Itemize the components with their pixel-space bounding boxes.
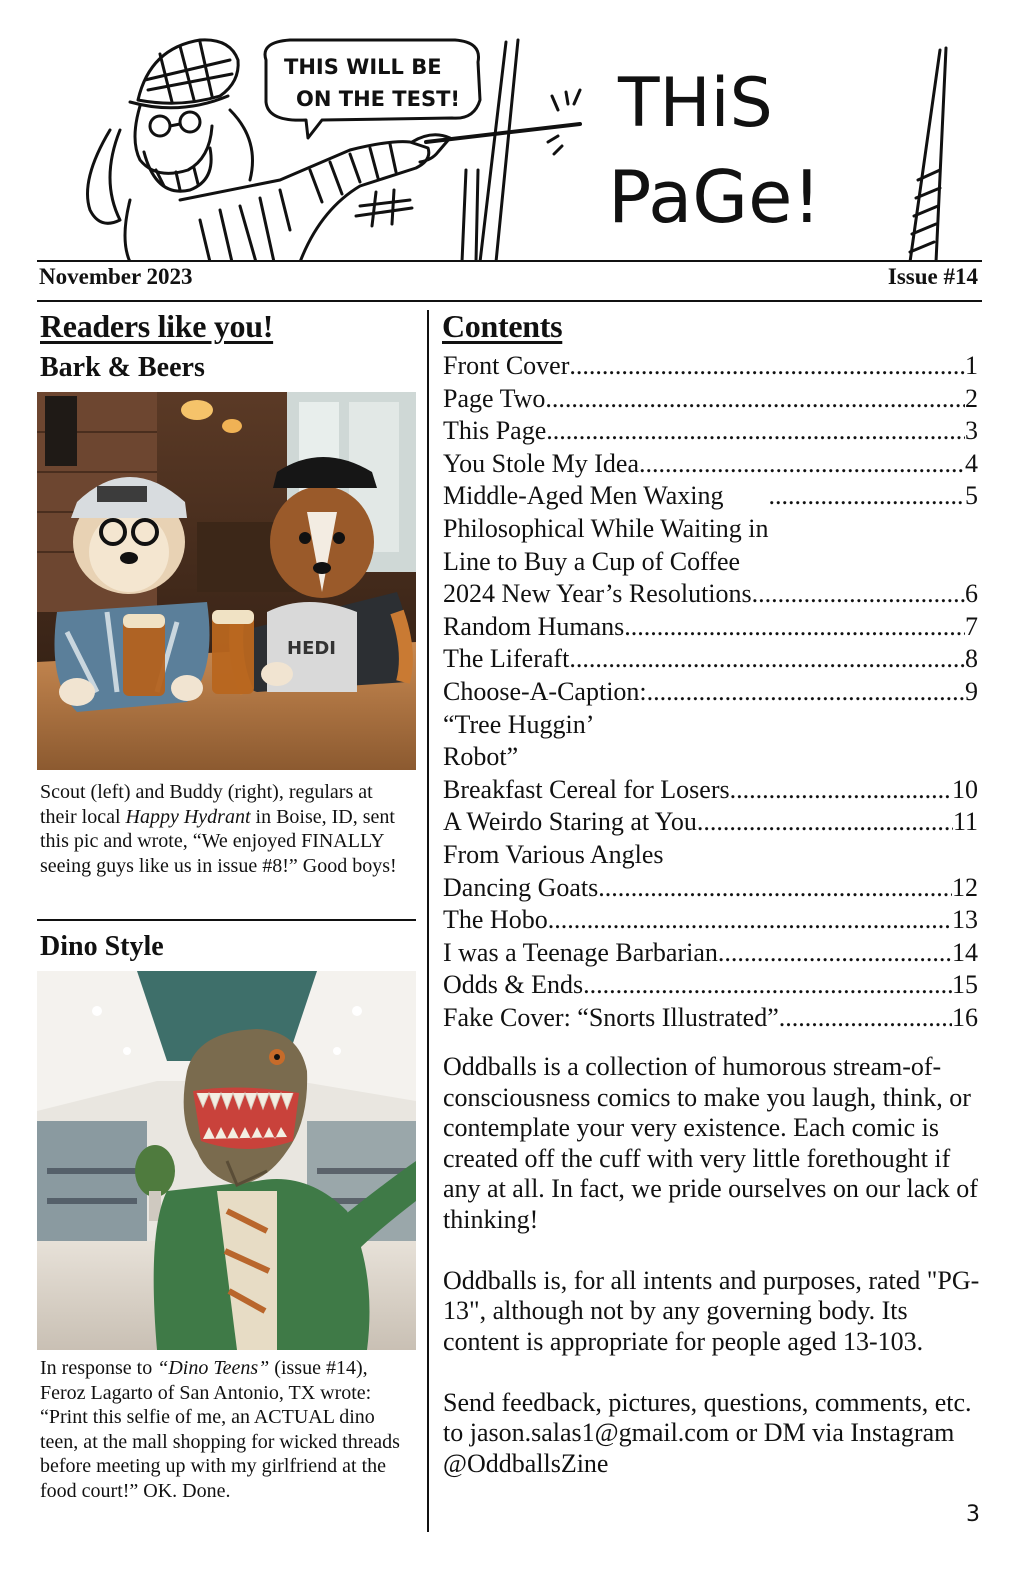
header-top-rule [37, 260, 982, 262]
toc-entry-page: 5 [965, 481, 978, 511]
toc-entry [443, 383, 978, 416]
toc-entry-title: The Liferaft [443, 644, 570, 674]
toc-entry-page: 12 [952, 872, 978, 902]
toc-leader-dots [769, 480, 965, 512]
toc-entry-title: Middle-Aged Men Waxing Philosophical While Waiting in Line to Buy a Cup of Coffee [443, 481, 769, 576]
table-of-contents [443, 350, 978, 1034]
speech-bubble-line2: ON THE TEST! [296, 87, 460, 111]
toc-entry-page: 6 [965, 579, 978, 609]
toc-entry-title: This Page [443, 416, 547, 446]
toc-leader-dots [718, 937, 952, 969]
toc-entry-page: 14 [952, 937, 978, 967]
toc-entry-page: 7 [965, 611, 978, 641]
header-title-line1: THiS [618, 64, 773, 143]
toc-entry-title: Random Humans [443, 611, 625, 641]
toc-entry [443, 611, 978, 644]
toc-leader-dots [569, 643, 965, 675]
toc-entry-title: Choose-A-Caption: “Tree Huggin’ Robot” [443, 676, 647, 772]
toc-leader-dots [598, 872, 952, 904]
page-number: 3 [966, 1502, 980, 1527]
dog-shirt-text: HEDI [287, 638, 336, 659]
header-title-line2: PaGe! [608, 155, 822, 239]
toc-entry-page: 4 [965, 448, 978, 478]
header-comic-illustration [60, 30, 990, 262]
toc-leader-dots [639, 448, 965, 480]
toc-leader-dots [569, 350, 965, 382]
toc-entry-page: 13 [952, 905, 978, 935]
readers-heading: Readers like you! [40, 308, 274, 344]
column-divider [427, 310, 429, 1532]
toc-entry [443, 806, 978, 871]
toc-entry-page: 3 [965, 416, 978, 446]
about-paragraph-3: Send feedback, pictures, questions, comments, etc. to jason.salas1@gmail.com or DM via Instagram @OddballsZine [443, 1387, 972, 1478]
about-section [443, 1052, 983, 1510]
toc-leader-dots [697, 806, 953, 838]
toc-leader-dots [730, 774, 952, 806]
issue-number: Issue #14 [887, 264, 978, 289]
toc-entry-page: 2 [965, 383, 978, 413]
toc-entry-page: 1 [965, 351, 978, 380]
toc-entry [443, 415, 978, 448]
toc-entry-page: 8 [965, 644, 978, 674]
toc-entry-title: Front Cover [443, 351, 570, 380]
toc-entry [443, 904, 978, 937]
toc-entry [443, 969, 978, 1002]
toc-entry [443, 1002, 978, 1035]
toc-entry-title: 2024 New Year’s Resolutions [443, 579, 752, 609]
dino-style-heading: Dino Style [40, 931, 164, 962]
toc-leader-dots [647, 676, 965, 708]
toc-entry-page: 10 [952, 774, 978, 804]
toc-leader-dots [545, 383, 965, 415]
toc-entry-title: You Stole My Idea [443, 448, 639, 478]
toc-entry-title: Dancing Goats [443, 872, 599, 902]
toc-entry-title: I was a Teenage Barbarian [443, 937, 718, 967]
toc-leader-dots [546, 415, 965, 447]
toc-entry-title: Odds & Ends [443, 970, 584, 1000]
toc-entry-title: The Hobo [443, 905, 548, 935]
dogs-photo [37, 392, 416, 770]
speech-bubble-line1: THIS WILL BE [284, 55, 442, 79]
toc-leader-dots [624, 611, 965, 643]
header-bottom-rule [37, 300, 982, 302]
bark-beers-heading: Bark & Beers [40, 352, 205, 383]
toc-entry-title: Fake Cover: “Snorts Illustrated” [443, 1002, 779, 1032]
toc-entry [443, 578, 978, 611]
toc-entry-page: 15 [952, 970, 978, 1000]
toc-entry [443, 350, 978, 383]
toc-entry-title: Page Two [443, 383, 546, 413]
toc-entry-page: 9 [965, 676, 978, 706]
toc-entry-title: Breakfast Cereal for Losers [443, 774, 730, 804]
toc-entry [443, 448, 978, 481]
toc-entry [443, 676, 978, 774]
toc-entry-page: 11 [952, 807, 978, 837]
toc-leader-dots [583, 969, 952, 1001]
toc-entry [443, 643, 978, 676]
toc-entry [443, 480, 978, 578]
issue-date: November 2023 [39, 264, 193, 289]
dino-caption: In response to “Dino Teens” (issue #14), Feroz Lagarto of San Antonio, TX wrote: “Print this selfie of me, an ACTUAL dino teen, at the mall shopping for wicked threads before meeting up with my girlfriend at the food court!” OK. Done. [40, 1357, 400, 1502]
toc-entry-title: A Weirdo Staring at You From Various Angles [443, 807, 697, 869]
left-section-divider [37, 919, 416, 921]
toc-entry [443, 937, 978, 970]
toc-entry-page: 16 [952, 1002, 978, 1032]
dogs-caption: Scout (left) and Buddy (right), regulars at their local Happy Hydrant in Boise, ID, sent this pic and wrote, “We enjoyed FINALLY seeing guys like us in issue #8!” Good boys! [40, 781, 397, 877]
toc-leader-dots [752, 578, 965, 610]
toc-entry [443, 774, 978, 807]
dino-photo [37, 971, 416, 1350]
about-paragraph-1: Oddballs is a collection of humorous stream-of-consciousness comics to make you laugh, think, or contemplate your very existence. Each comic is created off the cuff with very little forethought if any at all. In fact, we pride ourselves on our lack of thinking! [443, 1052, 978, 1234]
contents-heading: Contents [442, 308, 563, 344]
about-paragraph-2: Oddballs is, for all intents and purposes, rated "PG-13", although not by any governing body. Its content is appropriate for people aged 13-103. [443, 1265, 980, 1356]
toc-leader-dots [548, 904, 952, 936]
toc-entry [443, 872, 978, 905]
toc-leader-dots [779, 1002, 952, 1034]
